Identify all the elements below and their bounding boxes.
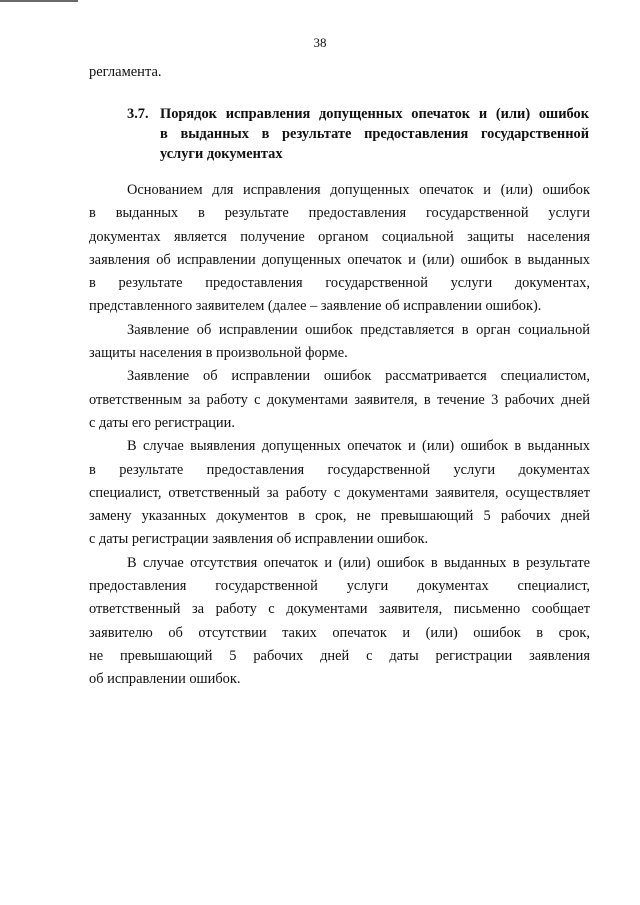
text-line: ответственным за работу с документами заявителя, в течение 3 рабочих дней: [89, 391, 590, 408]
section-title-line: в выданных в результате предоставления государственной: [160, 126, 589, 142]
paragraph: [89, 319, 590, 366]
text-line: заявителю об отсутствии таких опечаток и (или) ошибок в срок,: [89, 624, 590, 641]
scan-edge-mark: [0, 0, 78, 2]
section-title: [160, 104, 589, 164]
text-line: представленного заявителем (далее – заявление об исправлении ошибок).: [89, 298, 542, 315]
text-line: в результате предоставления государственной услуги документах,: [89, 275, 590, 292]
text-line: с даты регистрации заявления об исправлении ошибок.: [89, 531, 429, 548]
text-line: документах является получение органом социальной защиты населения: [89, 228, 590, 245]
page-number: 38: [313, 35, 327, 50]
section-number: 3.7.: [127, 106, 149, 122]
text-line: специалист, ответственный за работу с документами заявителя, осуществляет: [89, 484, 590, 501]
text-line: В случае выявления допущенных опечаток и (или) ошибок в выданных: [127, 438, 590, 455]
text-line: с даты его регистрации.: [89, 414, 235, 431]
section-title-line: услуги документах: [160, 146, 283, 162]
carryover-text: регламента.: [89, 64, 162, 80]
text-line: в результате предоставления государственной услуги документах: [89, 461, 590, 478]
text-line: защиты населения в произвольной форме.: [89, 345, 348, 362]
text-line: В случае отсутствия опечаток и (или) ошибок в выданных в результате: [127, 554, 590, 571]
section-heading: [127, 104, 589, 164]
text-line: заявления об исправлении допущенных опечаток и (или) ошибок в выданных: [89, 251, 590, 268]
paragraph: [89, 365, 590, 435]
paragraph: [89, 552, 590, 692]
text-line: Основанием для исправления допущенных опечаток и (или) ошибок: [127, 182, 590, 198]
paragraph: [89, 179, 590, 319]
text-line: об исправлении ошибок.: [89, 671, 241, 688]
text-line: Заявление об исправлении ошибок представляется в орган социальной: [127, 321, 590, 338]
text-line: ответственный за работу с документами заявителя, письменно сообщает: [89, 601, 590, 618]
section-title-line: Порядок исправления допущенных опечаток и (или) ошибок: [160, 106, 589, 122]
body-text: [89, 179, 590, 692]
text-line: замену указанных документов в срок, не превышающий 5 рабочих дней: [89, 508, 590, 525]
text-line: Заявление об исправлении ошибок рассматривается специалистом,: [127, 368, 590, 385]
text-line: в выданных в результате предоставления государственной услуги: [89, 205, 590, 222]
text-line: не превышающий 5 рабочих дней с даты регистрации заявления: [89, 647, 590, 664]
paragraph: [89, 435, 590, 551]
text-line: предоставления государственной услуги документах специалист,: [89, 578, 590, 595]
